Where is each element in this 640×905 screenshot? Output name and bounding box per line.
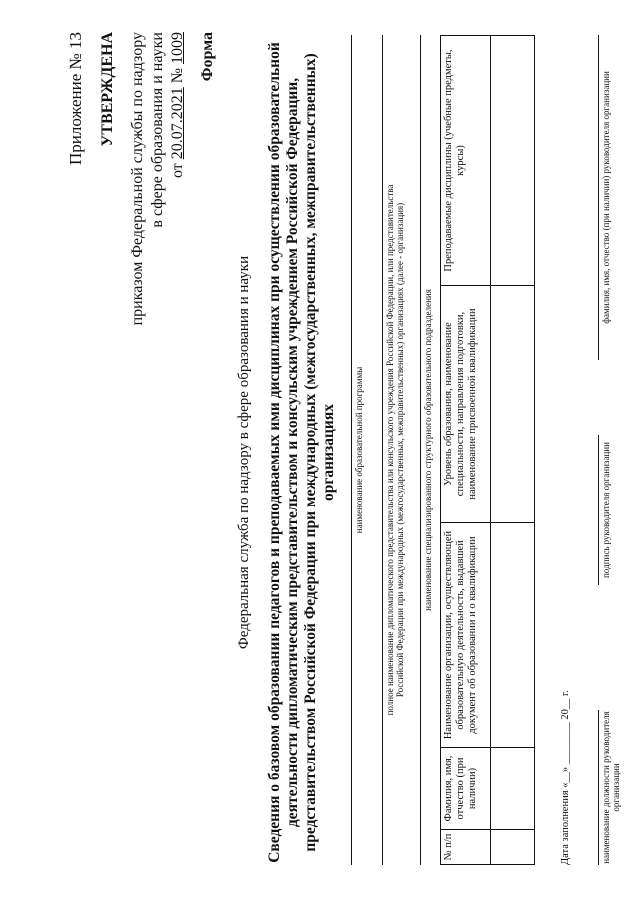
table-cell[interactable] [491, 286, 535, 523]
header-institution: Наименование организации, осуществляющей образовательную деятельность, выдавшей документ об образовании и о квалификации [441, 523, 491, 748]
title-line-1: Сведения о базовом образовании педагогов и преподаваемых ими дисциплинах при осуществлении образовательной [266, 42, 283, 863]
title-line-2: деятельности дипломатическим представительством и консульским учреждением Российской Федерации, [284, 77, 301, 828]
table-cell[interactable] [491, 36, 535, 286]
signature-caption: подпись руководителя организации [601, 442, 611, 578]
order-number-sign: № [169, 68, 186, 84]
order-from: от [169, 163, 186, 179]
order-line-1: приказом Федеральной службы по надзору [129, 32, 146, 326]
program-caption: наименование образовательной программы [354, 366, 364, 534]
order-date-line [168, 32, 187, 178]
header-disciplines: Преподаваемые дисциплины (учебные предметы, курсы) [441, 36, 491, 286]
org-caption-line-2: Российской Федерации при международных (межгосударственных, межправительственных) организациях (далее - организация) [395, 202, 405, 698]
table-cell[interactable] [491, 523, 535, 748]
name-line [598, 35, 599, 360]
header-number: № п/п [441, 830, 491, 865]
table-header-row [441, 36, 491, 865]
org-caption-line-1: полное наименование дипломатического представительства или консульского учреждения Российской Федерации, или представительства [385, 184, 395, 716]
agency-name: Федеральная служба по надзору в сфере образования и науки [236, 255, 252, 650]
order-date: 20.07.2021 [169, 87, 186, 160]
table-cell[interactable] [491, 748, 535, 830]
unit-caption: наименование специализированного структурного образовательного подразделения [423, 289, 433, 611]
approved-label: УТВЕРЖДЕНА [99, 32, 116, 147]
title-line-4: организациях [320, 404, 337, 501]
fill-date: Дата заполнения «__» ________ 20__ г. [560, 690, 571, 865]
header-full-name: Фамилия, имя, отчество (при наличии) [441, 748, 491, 830]
teachers-table [440, 35, 535, 865]
name-caption: фамилия, имя, отчество (при наличии) руководителя организации [601, 71, 611, 324]
org-caption [385, 35, 405, 865]
table-row [491, 36, 535, 865]
unit-field-line [420, 35, 421, 865]
program-field-line [351, 35, 352, 865]
form-title [266, 40, 338, 865]
org-field-line [382, 35, 383, 865]
position-line [598, 710, 599, 865]
table-cell[interactable] [491, 830, 535, 865]
appendix-label: Приложение № 13 [66, 32, 85, 165]
order-line-2: в сфере образования и науки [149, 32, 166, 228]
header-education-level: Уровень образования, наименование специальности, направления подготовки, наименование присвоенной квалификации [441, 286, 491, 523]
signature-line [598, 435, 599, 585]
form-label: Форма [199, 32, 216, 82]
order-number: 1009 [169, 32, 186, 64]
title-line-3: представительством Российской Федерации при международных (межгосударственных, межправительственных) [302, 53, 319, 852]
position-caption: наименование должности руководителя организации [601, 711, 621, 864]
